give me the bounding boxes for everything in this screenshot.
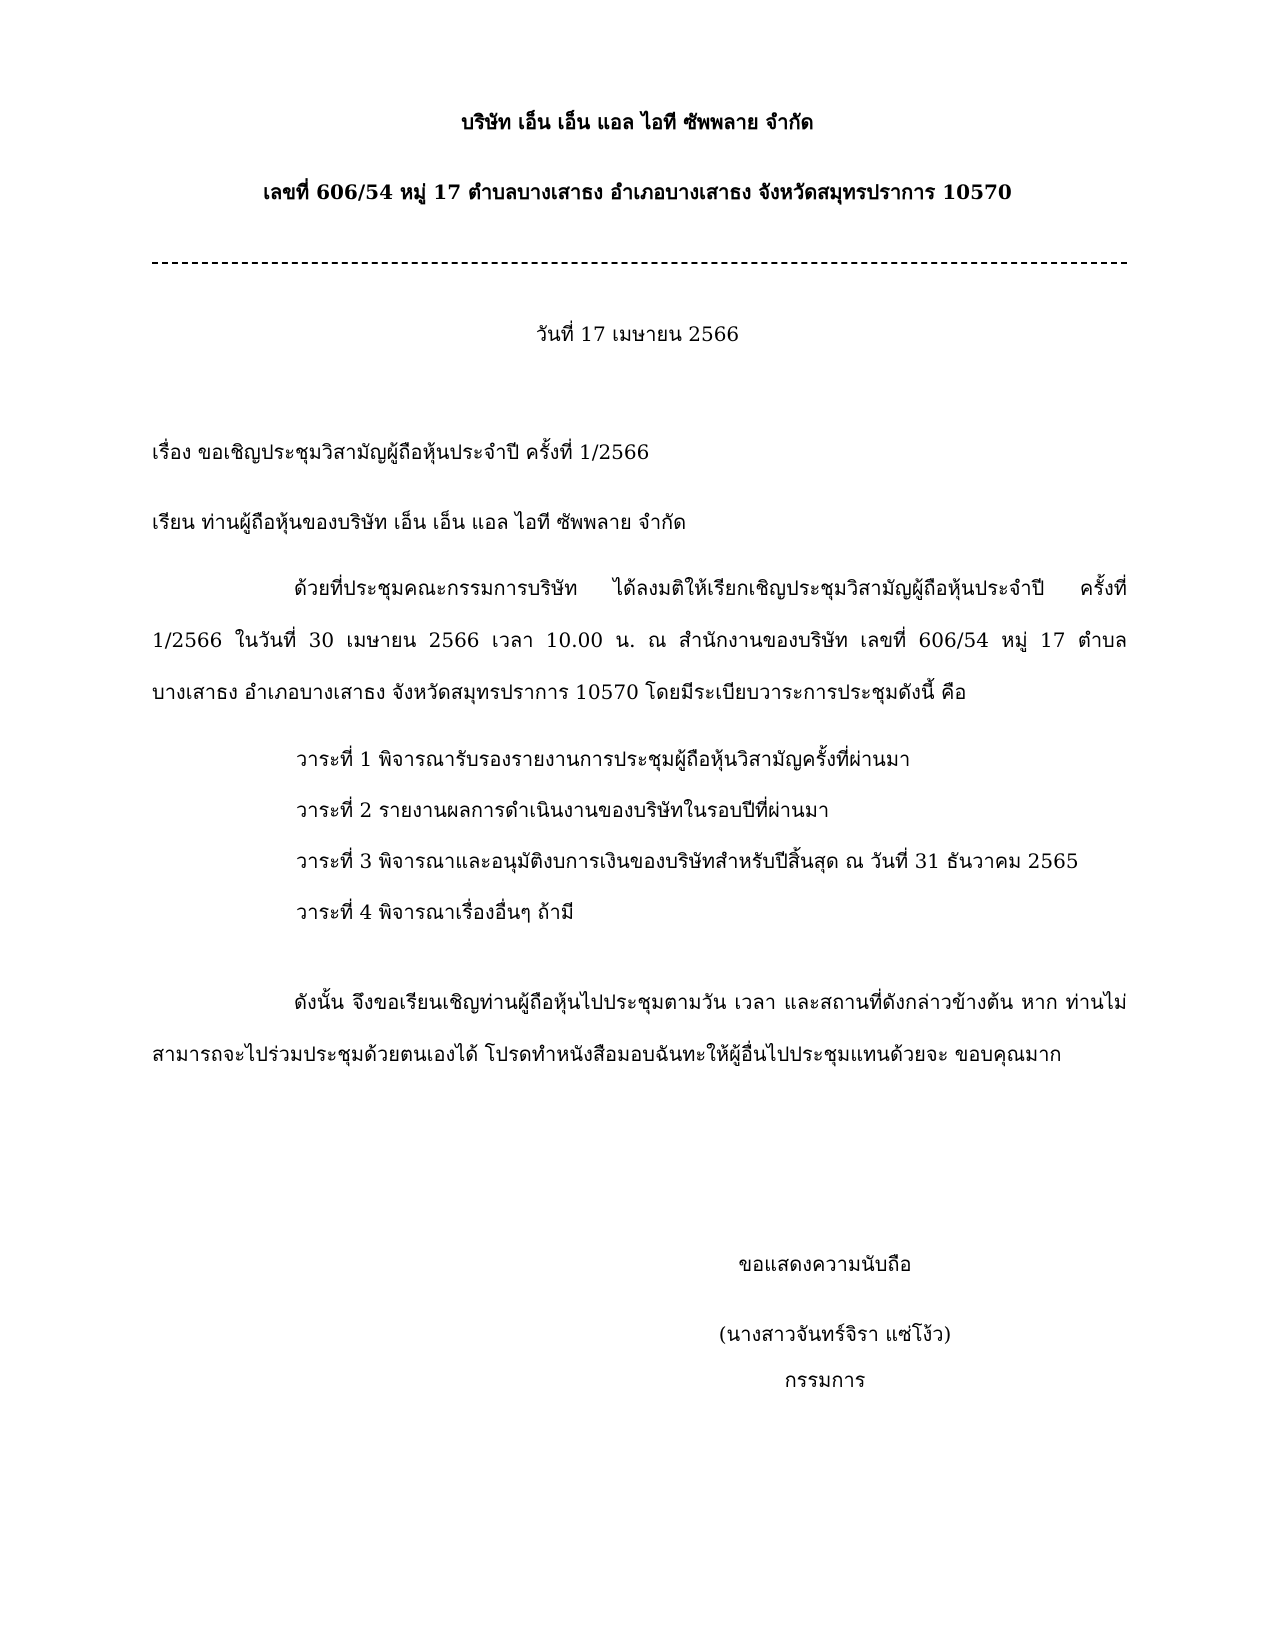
letter-subject: เรื่อง ขอเชิญประชุมวิสามัญผู้ถือหุ้นประจำปี ครั้งที่ 1/2566 [152,440,650,464]
signatory-title: กรรมการ [784,1368,866,1392]
letter-recipient: เรียน ท่านผู้ถือหุ้นของบริษัท เอ็น เอ็น แอล ไอที ซัพพลาย จำกัด [152,510,687,534]
agenda-item: วาระที่ 3 พิจารณาและอนุมัติงบการเงินของบริษัทสำหรับปีสิ้นสุด ณ วันที่ 31 ธันวาคม 2565 [296,849,1079,873]
company-address-heading: เลขที่ 606/54 หมู่ 17 ตำบลบางเสาธง อำเภอบางเสาธง จังหวัดสมุทรปราการ 10570 [263,180,1012,204]
agenda-item: วาระที่ 2 รายงานผลการดำเนินงานของบริษัทในรอบปีที่ผ่านมา [296,798,830,822]
signatory-name: (นางสาวจันทร์จิรา แซ่โง้ว) [718,1322,952,1346]
closing-salutation: ขอแสดงความนับถือ [738,1252,912,1276]
body-paragraph-invitation: ดังนั้น จึงขอเรียนเชิญท่านผู้ถือหุ้นไปประชุมตามวัน เวลา และสถานที่ดังกล่าวข้างต้น หาก ท่านไม่สามารถจะไปร่วมประชุมด้วยตนเองได้ โปรดทำหนังสือมอบฉันทะให้ผู้อื่นไปประชุมแทนด้วยจะ ขอบคุณมาก [152,990,1127,1066]
agenda-item: วาระที่ 4 พิจารณาเรื่องอื่นๆ ถ้ามี [296,900,574,924]
header-divider [152,262,1127,264]
agenda-item: วาระที่ 1 พิจารณารับรองรายงานการประชุมผู้ถือหุ้นวิสามัญครั้งที่ผ่านมา [296,747,911,771]
letter-date: วันที่ 17 เมษายน 2566 [535,322,740,346]
body-paragraph-intro: ด้วยที่ประชุมคณะกรรมการบริษัท ได้ลงมติให้เรียกเชิญประชุมวิสามัญผู้ถือหุ้นประจำปี ครั้งที่ 1/2566 ในวันที่ 30 เมษายน 2566 เวลา 10.00 น. ณ สำนักงานของบริษัท เลขที่ 606/54 หมู่ 17 ตำบลบางเสาธง อำเภอบางเสาธง จังหวัดสมุทรปราการ 10570 โดยมีระเบียบวาระการประชุมดังนี้ คือ [152,576,1127,704]
company-name-heading: บริษัท เอ็น เอ็น แอล ไอที ซัพพลาย จำกัด [461,110,814,134]
agenda-list [296,734,1079,938]
